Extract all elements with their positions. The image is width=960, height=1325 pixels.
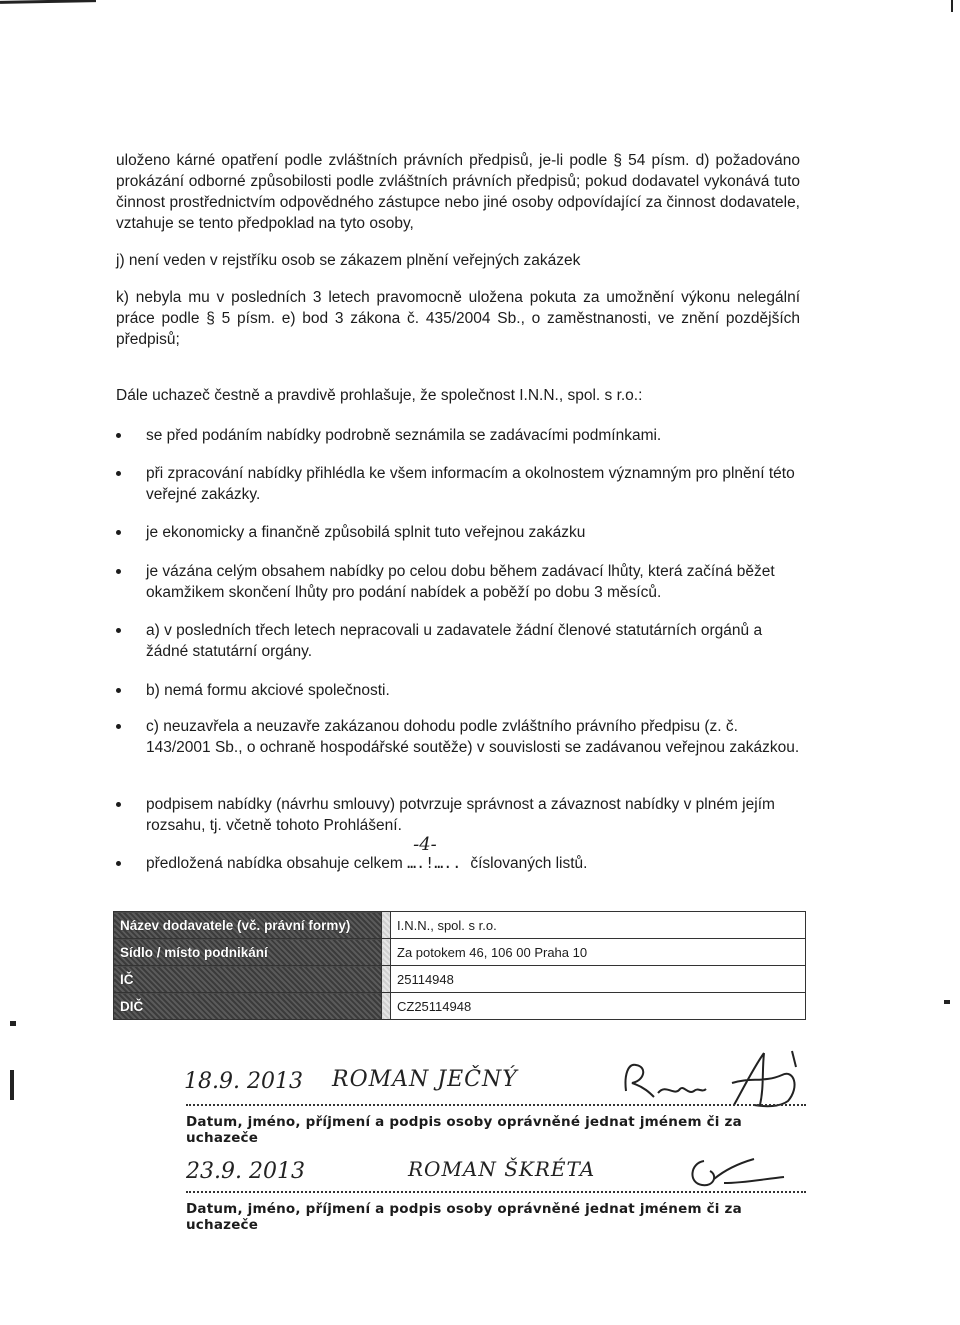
sheet-count-before: předložená nabídka obsahuje celkem	[146, 855, 403, 872]
signature-caption-1: Datum, jméno, příjmení a podpis osoby oprávněné jednat jménem či za uchazeče	[186, 1114, 742, 1146]
bullet-text	[146, 834, 800, 874]
sheet-count-after: číslovaných listů.	[470, 855, 588, 872]
scan-artifact-right	[951, 0, 953, 12]
bullet-text: podpisem nabídky (návrhu smlouvy) potvrzuje správnost a závaznost nabídky v plném jejím rozsahu, tj. včetně tohoto Prohlášení.	[146, 796, 775, 834]
bullet-text: je ekonomicky a finančně způsobilá splnit tuto veřejnou zakázku	[146, 524, 586, 541]
bullet-item	[116, 716, 800, 758]
bullet-dot	[116, 861, 121, 866]
table-row	[114, 993, 806, 1020]
signature-scribble-1	[614, 1047, 804, 1109]
bullet-item	[116, 794, 800, 836]
bullet-dot	[116, 471, 121, 476]
sheet-count-dots: ….!…..	[407, 854, 462, 872]
supplier-dic-value: CZ25114948	[391, 993, 806, 1020]
sheet-count-fill	[407, 834, 470, 872]
supplier-address-value: Za potokem 46, 106 00 Praha 10	[391, 939, 806, 966]
bullet-dot	[116, 724, 121, 729]
scan-artifact-right-2	[944, 1000, 950, 1004]
bullet-item	[116, 680, 800, 701]
bullet-dot	[116, 688, 121, 693]
supplier-dic-label: DIČ	[114, 993, 382, 1020]
bullet-dot	[116, 433, 121, 438]
scan-artifact-left-1	[10, 1021, 16, 1026]
bullet-text: je vázána celým obsahem nabídky po celou dobu během zadávací lhůty, která začíná běžet okamžikem skončení lhůty pro podání nabídek a poběží po dobu 3 měsíců.	[146, 563, 775, 601]
bullet-text: b) nemá formu akciové společnosti.	[146, 682, 390, 699]
signature-name-1: ROMAN JEČNÝ	[332, 1067, 518, 1092]
table-gap	[382, 912, 391, 939]
signature-date-1: 18.9. 2013	[184, 1069, 303, 1094]
signature-line-1	[186, 1104, 806, 1106]
item-j: j) není veden v rejstříku osob se zákazem plnění veřejných zakázek	[116, 252, 581, 269]
supplier-ic-label: IČ	[114, 966, 382, 993]
table-gap	[382, 993, 391, 1020]
bullet-item-sheet-count	[116, 834, 800, 874]
supplier-name-value: I.N.N., spol. s r.o.	[391, 912, 806, 939]
scan-artifact-top	[0, 0, 96, 4]
signature-block-1	[184, 1063, 810, 1103]
signature-date-2: 23.9. 2013	[186, 1159, 305, 1184]
supplier-ic-value: 25114948	[391, 966, 806, 993]
table-gap	[382, 939, 391, 966]
table-gap	[382, 966, 391, 993]
bullet-text: se před podáním nabídky podrobně seznámila se zadávacími podmínkami.	[146, 427, 662, 444]
table-row	[114, 939, 806, 966]
table-row	[114, 912, 806, 939]
bullet-dot	[116, 569, 121, 574]
bullet-item	[116, 561, 800, 603]
table-row	[114, 966, 806, 993]
scan-artifact-left-2	[10, 1070, 14, 1100]
intro-paragraph: uloženo kárné opatření podle zvláštních právních předpisů, je-li podle § 54 písm. d) požadováno prokázání odborné způsobilosti podle zvláštních právních předpisů; pokud dodavatel vykonává tuto činnost prostřednictvím odpovědného zástupce nebo jiné osoby odpovídající za činnost dodavatele, vztahuje se tento předpoklad na tyto osoby,	[116, 152, 800, 232]
bullet-item	[116, 425, 800, 446]
bullet-dot	[116, 628, 121, 633]
bullet-dot	[116, 802, 121, 807]
bullet-item	[116, 463, 800, 505]
bullet-dot	[116, 530, 121, 535]
supplier-address-label: Sídlo / místo podnikání	[114, 939, 382, 966]
signature-block-2	[184, 1155, 810, 1195]
bullet-text: při zpracování nabídky přihlédla ke všem informacím a okolnostem významným pro plnění této veřejné zakázky.	[146, 465, 795, 503]
bullet-text: a) v posledních třech letech nepracovali u zadavatele žádní členové statutárních orgánů a žádné statutární orgány.	[146, 622, 763, 660]
signature-line-2	[186, 1191, 806, 1193]
bullet-item	[116, 522, 800, 543]
declaration-intro: Dále uchazeč čestně a pravdivě prohlašuje, že společnost I.N.N., spol. s r.o.:	[116, 387, 643, 404]
supplier-name-label: Název dodavatele (vč. právní formy)	[114, 912, 382, 939]
bullet-item	[116, 620, 800, 662]
sheet-count-handwritten: -4-	[413, 834, 437, 855]
supplier-table	[113, 911, 806, 1020]
item-k: k) nebyla mu v posledních 3 letech pravomocně uložena pokuta za umožnění výkonu nelegální práce podle § 5 písm. e) bod 3 zákona č. 435/2004 Sb., o zaměstnanosti, ve znění pozdějších předpisů;	[116, 289, 800, 348]
signature-name-2: ROMAN ŠKRÉTA	[408, 1157, 596, 1181]
bullet-text: c) neuzavřela a neuzavře zakázanou dohodu podle zvláštního právního předpisu (z. č. 143/2001 Sb., o ochraně hospodářské soutěže) v souvislosti se zadávanou veřejnou zakázkou.	[146, 718, 800, 756]
signature-caption-2: Datum, jméno, příjmení a podpis osoby oprávněné jednat jménem či za uchazeče	[186, 1201, 742, 1233]
